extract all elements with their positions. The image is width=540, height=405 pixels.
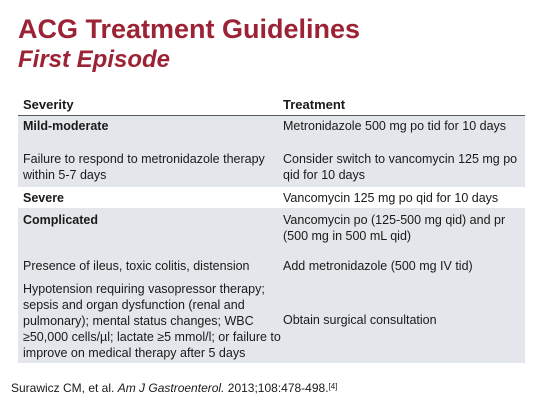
table-row — [18, 116, 525, 134]
header-severity: Severity — [23, 97, 74, 112]
treatment-cell: Add metronidazole (500 mg IV tid) — [283, 259, 473, 273]
table-row — [18, 209, 525, 245]
citation-authors: Surawicz CM, et al. — [11, 381, 115, 395]
table-row — [18, 280, 525, 362]
severity-cell: Failure to respond to metronidazole therapy within 5-7 days — [23, 152, 265, 182]
severity-cell: Presence of ileus, toxic colitis, distension — [23, 259, 250, 273]
slide-title: ACG Treatment Guidelines — [18, 14, 361, 44]
header-treatment: Treatment — [283, 97, 346, 112]
slide-subtitle: First Episode — [18, 46, 171, 73]
table-header — [18, 96, 525, 116]
citation-journal: Am J Gastroenterol. — [117, 381, 225, 395]
treatment-cell: Vancomycin po (125-500 mg qid) and pr (500 mg in 500 mL qid) — [283, 213, 506, 243]
treatment-cell: Obtain surgical consultation — [283, 313, 437, 327]
treatment-cell: Vancomycin 125 mg po qid for 10 days — [283, 191, 499, 205]
severity-cell: Complicated — [23, 213, 99, 227]
citation-details: 2013;108:478-498. — [227, 381, 329, 395]
treatment-cell: Metronidazole 500 mg po tid for 10 days — [283, 119, 507, 133]
citation-ref: [4] — [328, 382, 338, 391]
table-row — [18, 188, 525, 208]
citation — [11, 381, 337, 395]
severity-cell: Mild-moderate — [23, 119, 109, 133]
table-row — [18, 256, 525, 276]
table-row — [18, 147, 525, 185]
severity-cell: Hypotension requiring vasopressor therapy; sepsis and organ dysfunction (renal and pulmonary); mental status changes; WBC ≥50,000 cells/µl; lactate ≥5 mmol/l; or failure to improve on medical therapy after 5 days — [23, 282, 281, 360]
treatment-table — [18, 96, 525, 363]
treatment-cell: Consider switch to vancomycin 125 mg po qid for 10 days — [283, 152, 518, 182]
severity-cell: Severe — [23, 191, 65, 205]
